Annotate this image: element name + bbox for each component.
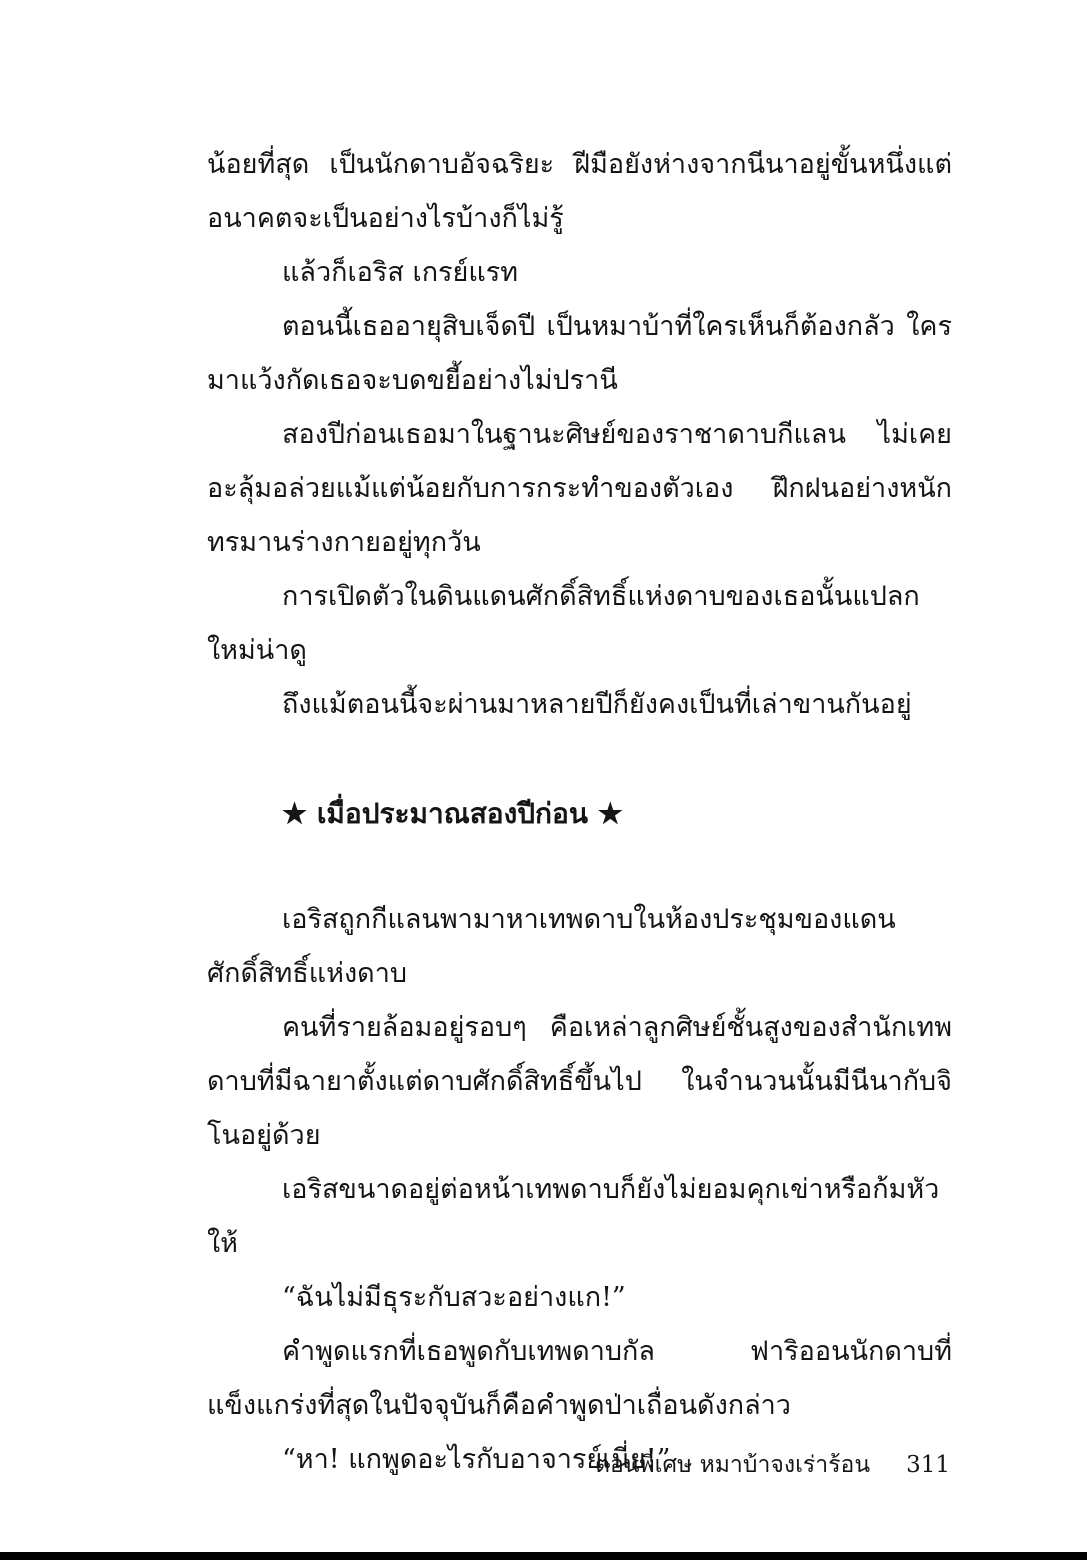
paragraph: เอริสถูกกีแลนพามาหาเทพดาบในห้องประชุมของแดนศักดิ์สิทธิ์แห่งดาบ bbox=[207, 904, 896, 989]
body-text-top bbox=[207, 138, 952, 732]
paragraph: ตอนนี้เธออายุสิบเจ็ดปี เป็นหมาบ้าที่ใครเห็นก็ต้องกลัว ใครมาแว้งกัดเธอจะบดขยี้อย่างไม่ปรานี bbox=[207, 311, 952, 396]
paragraph: คำพูดแรกที่เธอพูดกับเทพดาบกัล ฟาริออนนักดาบที่แข็งแกร่งที่สุดในปัจจุบันก็คือคำพูดป่าเถื่อนดังกล่าว bbox=[207, 1336, 952, 1421]
paragraph: ถึงแม้ตอนนี้จะผ่านมาหลายปีก็ยังคงเป็นที่เล่าขานกันอยู่ bbox=[282, 689, 912, 720]
section-heading: ★ เมื่อประมาณสองปีก่อน ★ bbox=[282, 797, 623, 830]
page-number: 311 bbox=[906, 1452, 950, 1478]
paragraph: สองปีก่อนเธอมาในฐานะศิษย์ของราชาดาบกีแลน ไม่เคยอะลุ้มอล่วยแม้แต่น้อยกับการกระทำของตัวเอง ฝึกฝนอย่างหนัก ทรมานร่างกายอยู่ทุกวัน bbox=[207, 419, 952, 558]
body-text-bottom bbox=[207, 893, 952, 1487]
paragraph: “ฉันไม่มีธุระกับสวะอย่างแก!” bbox=[282, 1282, 626, 1313]
paragraph: คนที่รายล้อมอยู่รอบๆ คือเหล่าลูกศิษย์ชั้นสูงของสำนักเทพดาบที่มีฉายาตั้งแต่ดาบศักดิ์สิทธิ์ขึ้นไป ในจำนวนนั้นมีนีนากับจิโนอยู่ด้วย bbox=[207, 1012, 952, 1151]
running-title: ตอนพิเศษ หมาบ้าจงเร่าร้อน bbox=[595, 1452, 871, 1478]
page-footer bbox=[595, 1447, 950, 1483]
bottom-edge-bar bbox=[0, 1552, 1087, 1560]
paragraph: การเปิดตัวในดินแดนศักดิ์สิทธิ์แห่งดาบของเธอนั้นแปลกใหม่น่าดู bbox=[207, 581, 920, 666]
paragraph: แล้วก็เอริส เกรย์แรท bbox=[282, 257, 519, 288]
paragraph: เอริสขนาดอยู่ต่อหน้าเทพดาบก็ยังไม่ยอมคุกเข่าหรือก้มหัวให้ bbox=[207, 1174, 940, 1259]
paragraph: น้อยที่สุด เป็นนักดาบอัจฉริยะ ฝีมือยังห่างจากนีนาอยู่ขั้นหนึ่งแต่อนาคตจะเป็นอย่างไรบ้างก็ไม่รู้ bbox=[207, 149, 952, 234]
paragraph: “หา! แกพูดอะไรกับอาจารย์เนี่ย!” bbox=[282, 1444, 671, 1475]
